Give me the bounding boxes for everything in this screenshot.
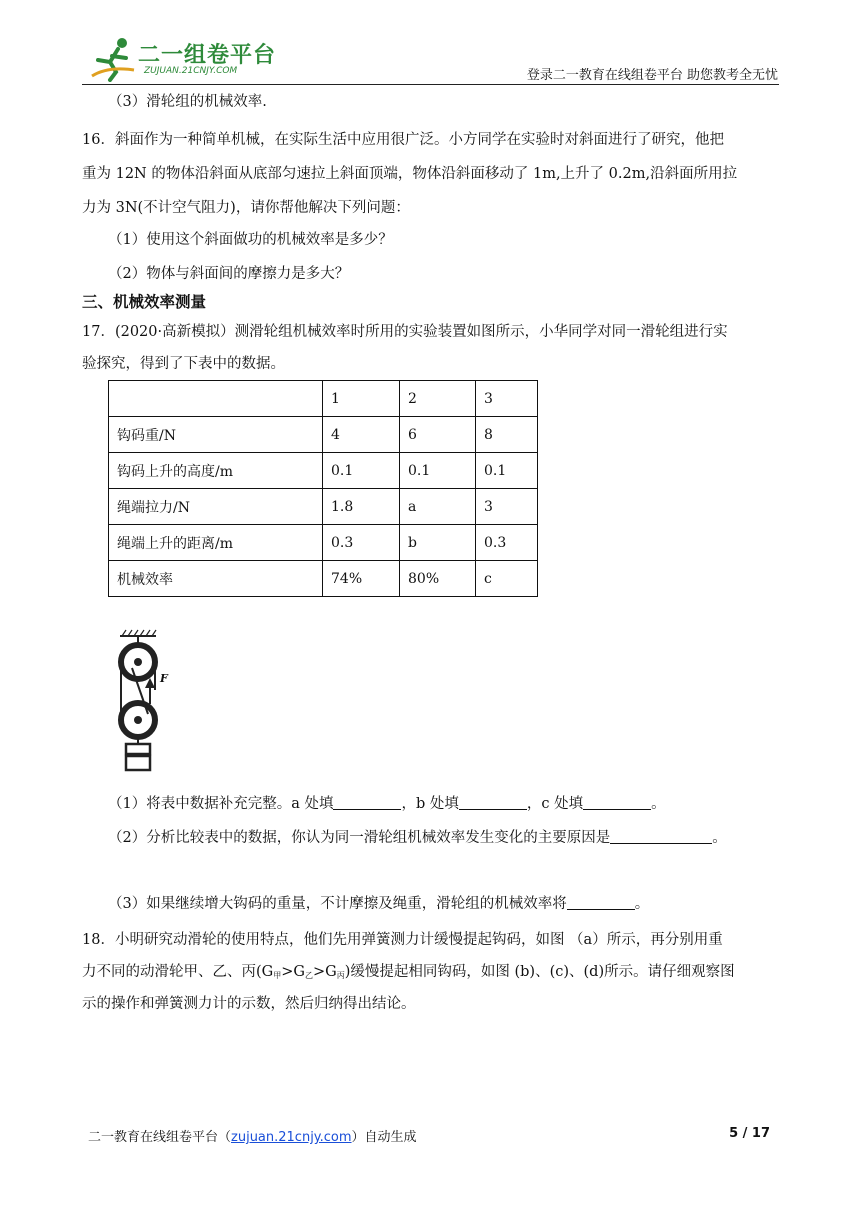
data-table <box>108 380 538 597</box>
q17-item1-text-a: （1）将表中数据补充完整。a 处填 <box>108 796 334 812</box>
table-cell: 0.1 <box>323 453 400 489</box>
footer-source <box>88 1126 417 1145</box>
table-cell: 0.1 <box>400 453 476 489</box>
q18-line2-b: )缓慢提起相同钩码，如图 (b)、(c)、(d)所示。请仔细观察图 <box>344 964 735 980</box>
table-cell: 0.3 <box>476 525 538 561</box>
q17-item3 <box>108 894 649 914</box>
q16-item2: （2）物体与斜面间的摩擦力是多大？ <box>108 266 350 282</box>
q17-item2 <box>108 828 727 848</box>
table-cell: 机械效率 <box>109 561 323 597</box>
table-cell: 6 <box>400 417 476 453</box>
table-cell: b <box>400 525 476 561</box>
runner-logo-icon <box>88 36 138 82</box>
table-cell: 0.1 <box>476 453 538 489</box>
logo-subtext: ZUJUAN.21CNJY.COM <box>144 66 238 76</box>
answer-blank-reason[interactable] <box>610 829 712 844</box>
table-cell: 1.8 <box>323 489 400 525</box>
table-cell: 80% <box>400 561 476 597</box>
answer-blank-a[interactable] <box>333 795 401 810</box>
table-row <box>109 453 538 489</box>
subscript: 丙 <box>336 971 345 980</box>
subscript: 乙 <box>304 971 313 980</box>
q16-item1: （1）使用这个斜面做功的机械效率是多少？ <box>108 232 393 248</box>
gt-symbol: >G <box>312 964 337 980</box>
table-cell: 4 <box>323 417 400 453</box>
logo-text: 二一组卷平台 <box>138 43 277 68</box>
table-cell: 钩码上升的高度/m <box>109 453 323 489</box>
table-cell: 0.3 <box>323 525 400 561</box>
section-title: 三、机械效率测量 <box>82 293 207 311</box>
q17-item3-text: （3）如果继续增大钩码的重量，不计摩擦及绳重，滑轮组的机械效率将 <box>108 896 567 912</box>
table-cell: 3 <box>476 489 538 525</box>
q18-line3: 示的操作和弹簧测力计的示数，然后归纳得出结论。 <box>82 996 416 1012</box>
q16-line1: 16．斜面作为一种简单机械，在实际生活中应用很广泛。小方同学在实验时对斜面进行了研究，他把 <box>82 132 724 148</box>
q16-line3: 力为 3N(不计空气阻力)，请你帮他解决下列问题： <box>82 200 410 216</box>
table-cell: 74% <box>323 561 400 597</box>
q17-line1: 17．(2020·高新模拟）测滑轮组机械效率时所用的实验装置如图所示，小华同学对同一滑轮组进行实 <box>82 324 728 340</box>
table-row <box>109 561 538 597</box>
header-divider <box>82 84 779 85</box>
answer-blank-b[interactable] <box>459 795 527 810</box>
table-cell: 2 <box>400 381 476 417</box>
q17-item2-text: （2）分析比较表中的数据，你认为同一滑轮组机械效率发生变化的主要原因是 <box>108 830 611 846</box>
footer-link[interactable]: zujuan.21cnjy.com <box>231 1130 352 1145</box>
table-row <box>109 525 538 561</box>
table-cell: a <box>400 489 476 525</box>
footer-text-end: ）自动生成 <box>351 1130 417 1145</box>
pulley-figure <box>112 628 202 778</box>
table-cell <box>109 381 323 417</box>
table-cell: 绳端拉力/N <box>109 489 323 525</box>
table-header-row <box>109 381 538 417</box>
q17-item1-text-c: ，c 处填 <box>526 796 584 812</box>
table-cell: 8 <box>476 417 538 453</box>
q18-line2-a: 力不同的动滑轮甲、乙、丙(G <box>82 964 274 980</box>
q17-item1 <box>108 794 666 814</box>
force-label: F <box>160 672 168 685</box>
footer-text: 二一教育在线组卷平台（ <box>88 1130 232 1145</box>
pulley-system-icon <box>112 628 202 778</box>
subscript: 甲 <box>273 971 282 980</box>
q17-item1-text-b: ，b 处填 <box>401 796 459 812</box>
table-cell: 3 <box>476 381 538 417</box>
table-row <box>109 489 538 525</box>
gt-symbol: >G <box>281 964 305 980</box>
q17-item2-end: 。 <box>712 830 727 846</box>
table-row <box>109 417 538 453</box>
q15-item3: （3）滑轮组的机械效率. <box>108 94 267 110</box>
q18-line2 <box>82 962 735 986</box>
table-cell: 钩码重/N <box>109 417 323 453</box>
q17-item3-end: 。 <box>634 896 650 912</box>
q17-line2: 验探究，得到了下表中的数据。 <box>82 356 285 372</box>
q17-item1-end: 。 <box>651 796 666 812</box>
q18-line1: 18．小明研究动滑轮的使用特点，他们先用弹簧测力计缓慢提起钩码，如图 （a）所示，再分别用重 <box>82 932 723 948</box>
table-cell: c <box>476 561 538 597</box>
answer-blank-efficiency[interactable] <box>567 895 635 910</box>
logo <box>88 36 288 84</box>
header-slogan: 登录二一教育在线组卷平台 助您教考全无忧 <box>526 68 778 83</box>
table-cell: 绳端上升的距离/m <box>109 525 323 561</box>
answer-blank-c[interactable] <box>583 795 651 810</box>
table-cell: 1 <box>323 381 400 417</box>
page-number: 5 / 17 <box>729 1126 770 1141</box>
q16-line2: 重为 12N 的物体沿斜面从底部匀速拉上斜面顶端，物体沿斜面移动了 1m,上升了 0.2m,沿斜面所用拉 <box>82 166 738 182</box>
